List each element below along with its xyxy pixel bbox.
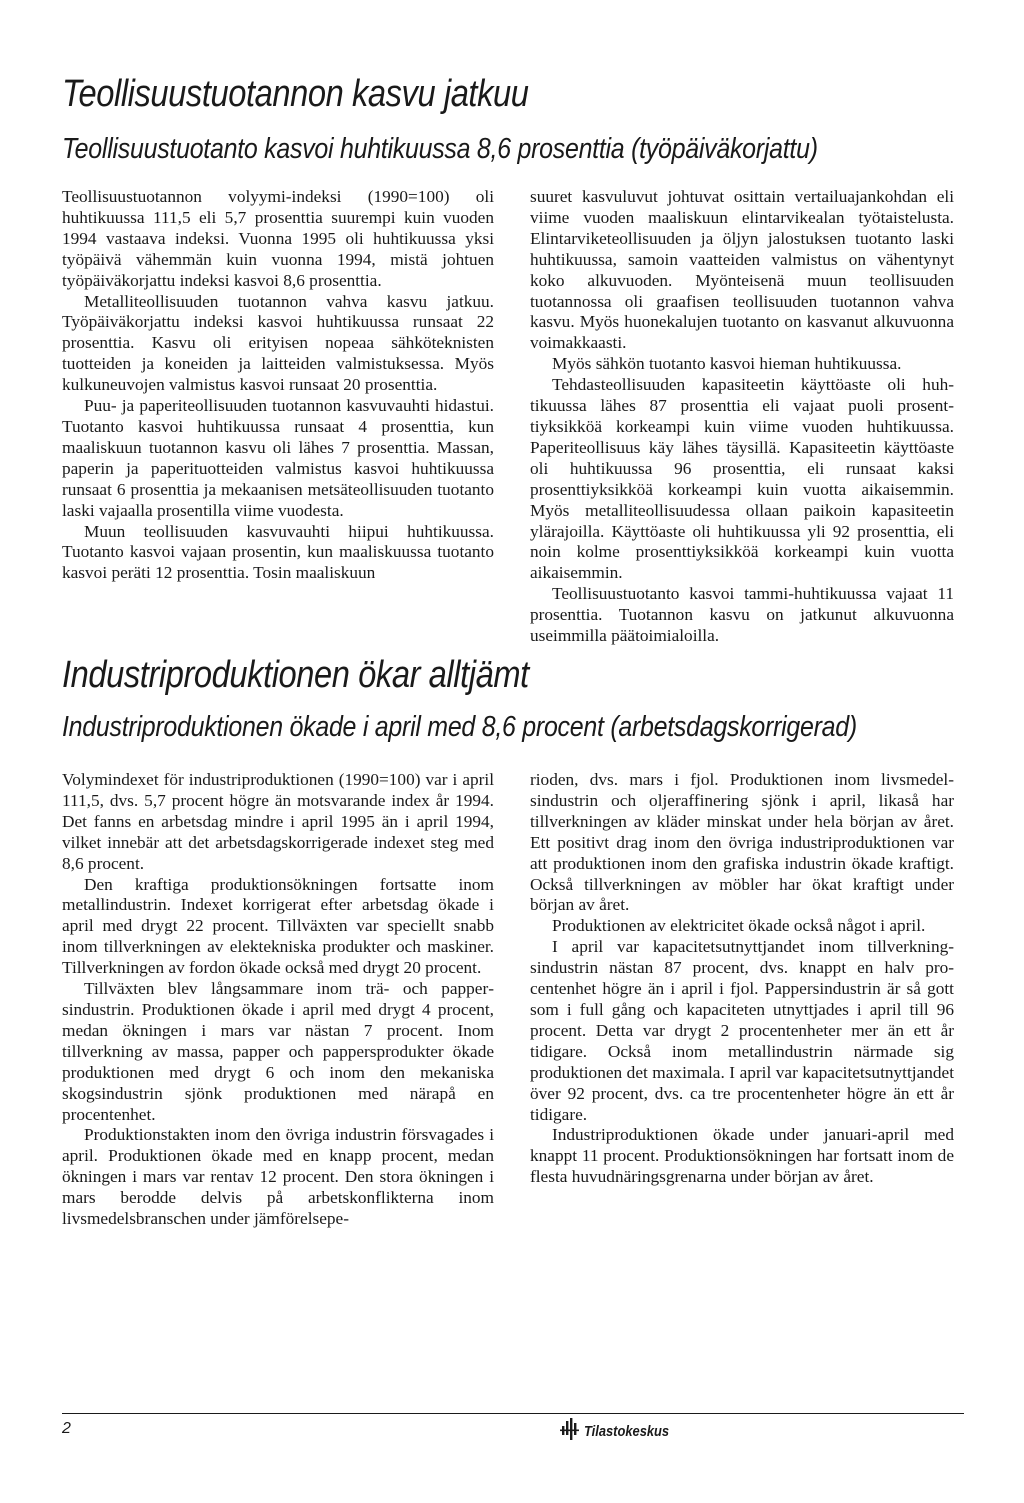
footer-divider <box>62 1413 964 1414</box>
finnish-right-column <box>530 187 954 647</box>
paragraph: I april var kapacitetsutnyttjandet inom tillverkningsindustrin nästan 87 procent, dvs. knappt en halv procentenhet högre än i april i fjol. Pappersindustrin är så gott som i full gång och kapaciteten utnyttjades i april till 96 procent. Detta var drygt 2 procentenheter mer än ett år tidigare. Också inom metallindustrin närmade sig produktionen det maximala. I april var kapacitetsutnyttjandet över 92 procent, dvs. ca tre procentenheter högre än ett år tidigare. <box>530 937 954 1124</box>
paragraph: Tillväxten blev långsammare inom trä- och pappersindustrin. Produktionen ökade i april med drygt 4 procent, medan ökningen i mars var nästan 7 procent. Inom tillverkning av massa, papper och pappersprodukter ökade produktionen med drygt 6 och inom den mekaniska skogsindustrin sjönk produktionen med närapå en procentenhet. <box>62 979 494 1124</box>
paragraph: Muun teollisuuden kasvuvauhti hiipui huhtikuussa. Tuotanto kasvoi vajaan prosentin, kun maaliskuussa tuotanto kasvoi peräti 12 prosenttia. Tosin maaliskuun <box>62 521 494 583</box>
finnish-title: Teollisuustuotannon kasvu jatkuu <box>62 73 529 115</box>
swedish-subtitle: Industriproduktionen ökade i april med 8,6 procent (arbetsdagskorrigerad) <box>62 711 857 743</box>
paragraph: Myös sähkön tuotanto kasvoi hieman huhtikuussa. <box>552 354 902 374</box>
paragraph: Volymindexet för industriproduktionen (1990=100) var i april 111,5, dvs. 5,7 procent högre än motsvarande index år 1994. Det fanns en arbetsdag mindre i april 1995 än i april 1994, vilket innebär att det arbetsdagskorrigerade indexet steg med 8,6 procent. <box>62 770 494 873</box>
paragraph: rioden, dvs. mars i fjol. Produktionen inom livsmedelsindustrin och oljeraffinering sjönk i april, likaså har tillverkningen av kläder minskat under hela början av året. Ett positivt drag inom den övriga industriproduktionen var att produktionen inom den grafiska industrin ökade kraftigt. Också tillverkningen av möbler har ökat kraftigt under början av året. <box>530 770 954 915</box>
paragraph: Produktionstakten inom den övriga industrin försvagades i april. Produktionen ökade med en knapp procent, medan ökningen i mars var rentav 12 procent. Den stora ökningen i mars berodde delvis på arbetskonflikterna inom livsmedelsbranschen under jämförelsepe- <box>62 1125 494 1229</box>
paragraph: Puu- ja paperiteollisuuden tuotannon kasvuvauhti hidastui. Tuotanto kasvoi huhtikuussa runsaat 4 prosenttia, kun maaliskuun tuotannon kasvu oli lähes 7 prosenttia. Massan, paperin ja paperituotteiden valmistus kasvoi huhtikuussa runsaat 6 prosenttia ja mekaanisen metsäteollisuuden tuotanto laski vajaalla prosentilla viime vuodesta. <box>62 396 494 520</box>
paragraph: Tehdasteollisuuden kapasiteetin käyttöaste oli huhtikuussa lähes 87 prosenttia eli vajaat puoli prosenttiyksikköä korkeampi kuin viime vuoden huhtikuussa. Paperiteollisuus käy lähes täysillä. Kapasiteetin käyttöaste oli huhtikuussa 96 prosenttia, eli runsaat kaksi prosenttiyksikköä korkeampi kuin vuotta aikaisemmin. Myös metalliteollisuudessa ollaan paikoin kapasiteetin ylärajoilla. Käyttöaste oli huhtikuussa yli 92 prosenttia, eli noin kolme prosenttiyksikköä korkeampi kuin vuotta aikaisemmin. <box>530 375 954 583</box>
swedish-right-column <box>530 770 954 1188</box>
paragraph: Produktionen av elektricitet ökade också något i april. <box>552 916 926 936</box>
finnish-subtitle: Teollisuustuotanto kasvoi huhtikuussa 8,6 prosenttia (työpäiväkorjattu) <box>62 133 818 165</box>
swedish-title: Industriproduktionen ökar alltjämt <box>62 654 529 696</box>
paragraph: Teollisuustuotanto kasvoi tammi-huhtikuussa vajaat 11 prosenttia. Tuotannon kasvu on jatkunut alkuvuonna useimmilla päätoimialoilla. <box>530 584 954 646</box>
paragraph: Metalliteollisuuden tuotannon vahva kasvu jatkuu. Työpäiväkorjattu indeksi kasvoi huhtikuussa runsaat 22 prosenttia. Kasvu oli erityisen nopeaa sähköteknisten tuotteiden ja koneiden ja laitteiden valmistuksessa. Myös kulkuneuvojen valmistus kasvoi runsaat 20 prosenttia. <box>62 291 494 395</box>
paragraph: Den kraftiga produktionsökningen fortsatte inom metallindustrin. Indexet korrigerat efter arbetsdag ökade i april med drygt 22 procent. Tillväxten var speciellt snabb inom tillverkningen av elektekniska produkter och maskiner. Tillverkningen av fordon ökade också med drygt 20 procent. <box>62 874 494 978</box>
page-number: 2 <box>62 1420 71 1437</box>
footer-brand <box>560 1418 683 1445</box>
tilastokeskus-logo-icon <box>560 1418 580 1445</box>
brand-name: Tilastokeskus <box>584 1423 670 1440</box>
paragraph: suuret kasvuluvut johtuvat osittain vertailuajankohdan eli viime vuoden maaliskuun elintarvikealan työtaistelusta. Elintarviketeollisuuden ja öljyn jalostuksen tuotanto laski huhtikuussa, samoin vaatteiden valmistus on vähentynyt koko alkuvuoden. Myönteisenä muun teollisuuden tuotannossa oli graafisen teollisuuden tuotannon vahva kasvu. Myös huonekalujen tuotanto on kasvanut alkuvuonna voimakkaasti. <box>530 187 954 353</box>
swedish-left-column <box>62 770 494 1230</box>
finnish-left-column <box>62 187 494 584</box>
paragraph: Industriproduktionen ökade under januari-april med knappt 11 procent. Produktionsökningen har fortsatt inom de flesta huvudnäringsgrenarna under början av året. <box>530 1125 954 1187</box>
paragraph: Teollisuustuotannon volyymi-indeksi (1990=100) oli huhtikuussa 111,5 eli 5,7 prosenttia suurempi kuin vuoden 1994 vastaava indeksi. Vuonna 1995 oli huhtikuussa yksi työpäivä vähemmän kuin vuonna 1994, mistä johtuen työpäiväkorjattu indeksi kasvoi 8,6 prosenttia. <box>62 187 494 290</box>
